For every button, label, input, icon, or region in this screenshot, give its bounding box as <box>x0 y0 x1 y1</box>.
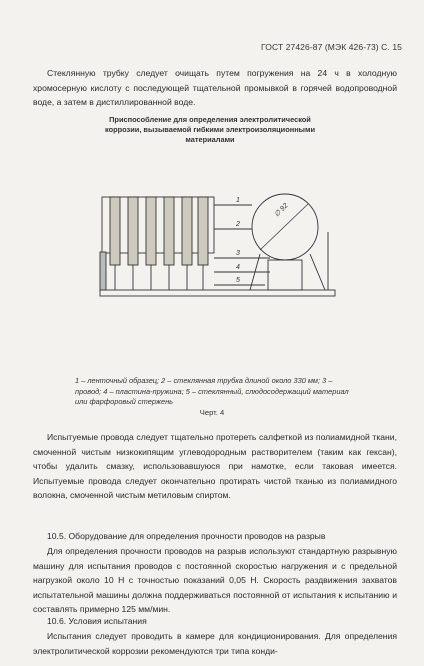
wire-group <box>115 265 203 290</box>
left-post <box>100 252 106 290</box>
paragraph-1-text: Испытуемые провода следует тщательно протереть салфеткой из полиамидной ткани, смоченной чистым низкокипящим углеводородным растворителем (таким как гексан), чтобы удалить смазку, использовавшуюся при намотке, если таковая имеется. Испытуемые провода следует окончательно протирать чистой тканью из полиамидного волокна, смоченной чистым метиловым спиртом. <box>33 432 397 500</box>
section-10-6-heading: 10.6. Условия испытания <box>47 616 147 626</box>
spring-plate <box>268 260 302 290</box>
paragraph-1 <box>33 430 397 503</box>
callout-5: 5 <box>236 277 240 284</box>
figure-title: Приспособление для определения электролитической коррозии, вызываемой гибкими электроизоляционными материалами <box>105 115 315 144</box>
figure-caption: 1 – ленточный образец; 2 – стеклянная трубка длиной около 330 мм; 3 – провод; 4 – пластина-пружина; 5 – стеклянный, слюдосодержащий материал или фарфоровый стержень <box>75 376 349 406</box>
callout-3: 3 <box>236 250 240 257</box>
diameter-label: ∅ 92 <box>273 202 290 219</box>
callout-1: 1 <box>236 197 240 204</box>
paragraph-2 <box>33 544 397 617</box>
section-10-5-heading: 10.5. Оборудование для определения прочности проводов на разрыв <box>47 531 326 541</box>
paragraph-2-text: Для определения прочности проводов на разрыв используют стандартную разрывную машину для испытания проводов с постоянной скоростью нагружения и с предельной нагрузкой около 10 Н с точностью показаний 0,05 Н. Скорость раздвижения захватов испытательной машины должна поддерживаться постоянной от испытания к испытанию и составлять примерно 125 мм/мин. <box>33 546 397 614</box>
paragraph-3-text: Испытания следует проводить в камере для кондиционирования. Для определения электролитической коррозии рекомендуются три типа конди- <box>33 631 397 656</box>
apparatus-svg <box>90 172 350 377</box>
strip-group <box>110 197 208 265</box>
callout-4: 4 <box>236 264 240 271</box>
intro-text: Стеклянную трубку следует очищать путем погружения на 24 ч в холодную хромосерную кислоту с последующей тщательной промывкой в горячей водопроводной воде, а затем в дистиллированной воде. <box>33 68 397 107</box>
figure-label: Черт. 4 <box>199 408 225 417</box>
intro-paragraph <box>33 66 397 110</box>
page-header: ГОСТ 27426-87 (МЭК 426-73) С. 15 <box>261 42 402 52</box>
callout-2: 2 <box>236 221 240 228</box>
apparatus-drawing <box>90 172 350 382</box>
base-rod <box>100 290 335 296</box>
paragraph-3 <box>33 629 397 658</box>
